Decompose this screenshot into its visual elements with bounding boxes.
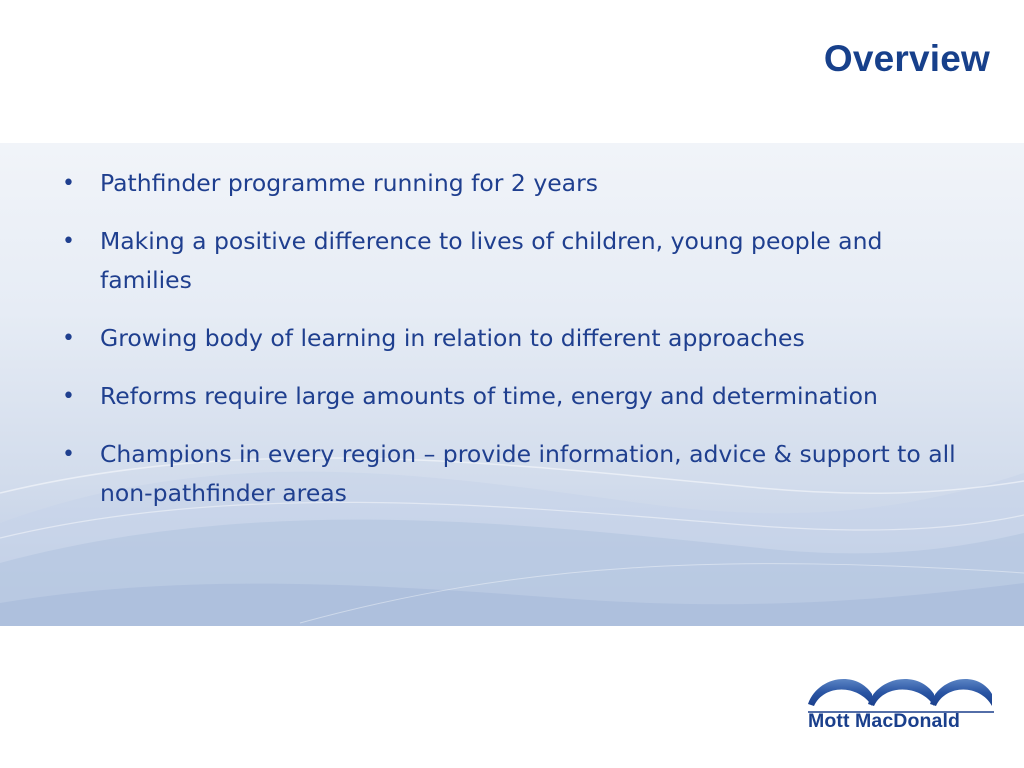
bullet-icon: • [62, 384, 75, 409]
bullet-icon: • [62, 442, 75, 467]
bullet-text: Pathfinder programme running for 2 years [100, 169, 598, 197]
list-item [62, 222, 962, 300]
bullet-text: Making a positive difference to lives of children, young people and families [100, 227, 883, 294]
bullet-text: Reforms require large amounts of time, energy and determination [100, 382, 878, 410]
logo-text: Mott MacDonald [808, 710, 960, 732]
arches-logo-icon [806, 666, 996, 716]
list-item [62, 377, 962, 416]
company-logo [806, 666, 996, 738]
list-item [62, 319, 962, 358]
slide-title: Overview [823, 38, 990, 79]
bullet-icon: • [62, 171, 75, 196]
list-item [62, 164, 962, 203]
bullet-icon: • [62, 229, 75, 254]
bullet-icon: • [62, 326, 75, 351]
list-item [62, 435, 962, 513]
bullet-list [62, 164, 962, 532]
bullet-text: Growing body of learning in relation to different approaches [100, 324, 805, 352]
bullet-text: Champions in every region – provide information, advice & support to all non-pathfinder areas [100, 440, 956, 507]
